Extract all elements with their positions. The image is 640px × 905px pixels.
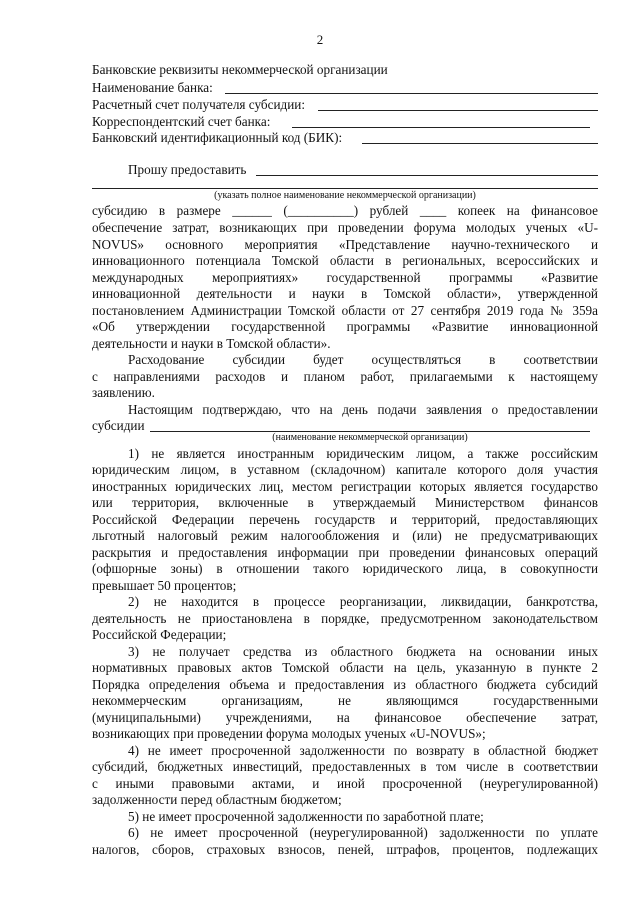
item-line: с иными правовыми актами, и иной просроченной (неурегулированной) [92, 776, 598, 791]
org-name-hint: (указать полное наименование некоммерческой организации) [214, 190, 476, 201]
corr-account-label: Корреспондентский счет банка: [92, 114, 271, 129]
item-line: или территория, включенные в утверждаемый Министерством финансов [92, 495, 598, 510]
request-line: NOVUS» основного мероприятия «Представление научно-технического и [92, 237, 598, 252]
request-line: субсидию в размере ______ (__________) рублей ____ копеек на финансовое [92, 203, 598, 218]
bank-name-field[interactable] [225, 93, 598, 94]
item-line: 4) не имеет просроченной задолженности по возврату в областной бюджет [128, 743, 598, 758]
request-line: деятельности и науки в Томской области». [92, 336, 331, 351]
item-line: субсидий, бюджетных инвестиций, предоставленных в том числе в соответствии [92, 759, 598, 774]
item-line: 2) не находится в процессе реорганизации, ликвидации, банкротства, [128, 594, 598, 609]
page-number: 2 [316, 32, 324, 47]
item-line: раскрытия и предоставления информации при проведении финансовых операций [92, 545, 598, 560]
confirm-subsidy-label: субсидии [92, 418, 145, 433]
spending-line: Расходование субсидии будет осуществляться в соответствии [128, 352, 598, 367]
item-line: некоммерческим организациям, не являющимся государственными [92, 693, 598, 708]
request-line: инновационной деятельности и науки в Томской области», утвержденной [92, 286, 598, 301]
item-line: 1) не является иностранным юридическим лицом, а также российским [128, 446, 598, 461]
confirm-org-hint: (наименование некоммерческой организации) [272, 432, 468, 443]
item-line: Порядка определения объема и предоставления из областного бюджета субсидий [92, 677, 598, 692]
org-name-field-2[interactable] [92, 188, 598, 189]
item-line: деятельность не приостановлена в порядке, предусмотренном законодательством [92, 611, 598, 626]
account-label: Расчетный счет получателя субсидии: [92, 97, 305, 112]
item-line: льготный налоговый режим налогообложения и (или) не предусматривающих [92, 528, 598, 543]
org-name-field-1[interactable] [256, 175, 598, 176]
item-line: возникающих при проведении форума молодых ученых «U-NOVUS»; [92, 726, 486, 741]
bank-heading: Банковские реквизиты некоммерческой организации [92, 62, 388, 77]
corr-account-field[interactable] [292, 127, 590, 128]
item-line: задолженности перед областным бюджетом; [92, 792, 342, 807]
item-line: 3) не получает средства из областного бюджета на основании иных [128, 644, 598, 659]
bik-field[interactable] [362, 143, 598, 144]
bank-name-label: Наименование банка: [92, 80, 213, 95]
request-label: Прошу предоставить [128, 162, 247, 177]
request-line: «Об утверждении государственной программы «Развитие инновационной [92, 319, 598, 334]
item-line: налогов, сборов, страховых взносов, пеней, штрафов, процентов, подлежащих [92, 842, 598, 857]
item-line: иностранных юридических лиц, местом регистрации которых является государство [92, 479, 598, 494]
item-line: 6) не имеет просроченной (неурегулированной) задолженности по уплате [128, 825, 598, 840]
bik-label: Банковский идентификационный код (БИК): [92, 130, 343, 145]
spending-line: с направлениями расходов и планом работ, прилагаемыми к настоящему [92, 369, 598, 384]
item-line: (офшорные зоны) в отношении такого юридического лица, в совокупности [92, 561, 598, 576]
request-line: инновационного потенциала Томской области в региональных, всероссийских и [92, 253, 598, 268]
item-line: нормативных правовых актов Томской области на цель, указанную в пункте 2 [92, 660, 598, 675]
item-line: юридическим лицом, в уставном (складочном) капитале которого доля участия [92, 462, 598, 477]
confirm-line: Настоящим подтверждаю, что на день подачи заявления о предоставлении [128, 402, 598, 417]
item-line: превышает 50 процентов; [92, 578, 237, 593]
item-line: 5) не имеет просроченной задолженности по заработной плате; [128, 809, 484, 824]
request-line: обеспечение затрат, возникающих при проведении форума молодых ученых «U- [92, 220, 598, 235]
account-field[interactable] [318, 110, 598, 111]
item-line: Российской Федерации перечень государств и территорий, предоставляющих [92, 512, 598, 527]
item-line: Российской Федерации; [92, 627, 227, 642]
spending-line: заявлению. [92, 385, 155, 400]
request-line: международных мероприятиях» государственной программы «Развитие [92, 270, 598, 285]
item-line: (муниципальными) учреждениями, на финансовое обеспечение затрат, [92, 710, 598, 725]
request-line: постановлением Администрации Томской области от 27 сентября 2019 года № 359а [92, 303, 598, 318]
